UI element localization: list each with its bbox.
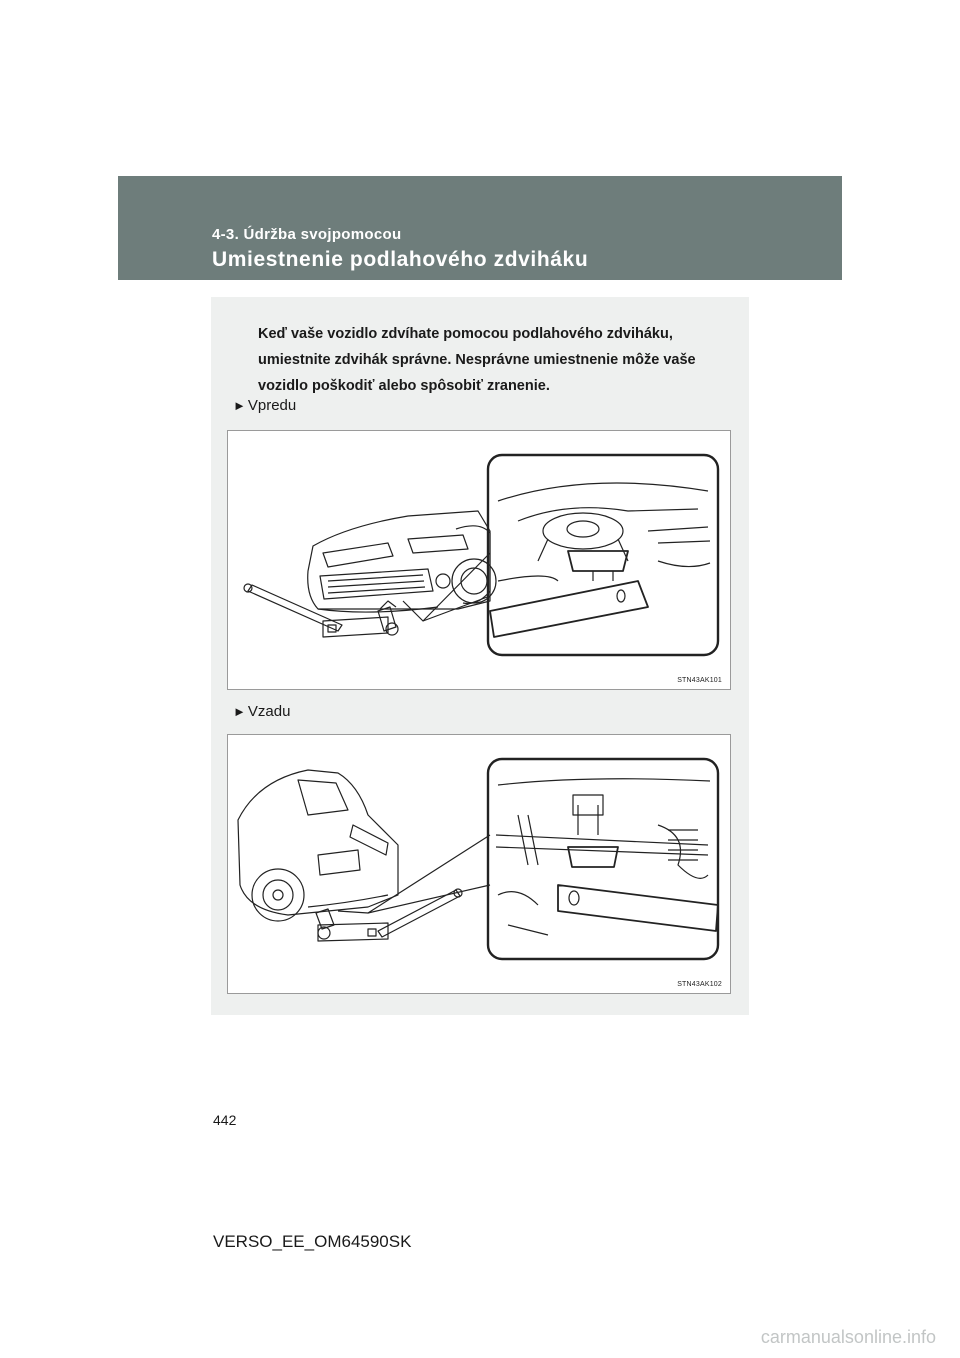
subsection-rear-label	[233, 703, 290, 720]
triangle-right-icon: ►	[233, 704, 246, 719]
figure-code: STN43AK101	[677, 677, 722, 684]
section-label: 4-3. Údržba svojpomocou	[212, 226, 402, 243]
figure-front-jack	[227, 430, 731, 690]
subsection-label: Vpredu	[247, 397, 297, 414]
rear-jack-illustration	[228, 735, 732, 995]
intro-text: Keď vaše vozidlo zdvíhate pomocou podlahového zdviháku, umiestnite zdvihák správne. Nesprávne umiestnenie môže vaše vozidlo poškodiť alebo spôsobiť zranenie.	[258, 326, 696, 394]
front-jack-illustration	[228, 431, 732, 691]
page-number: 442	[213, 1112, 237, 1128]
section-header	[118, 176, 842, 280]
figure-code: STN43AK102	[677, 981, 722, 988]
subsection-front-label	[233, 397, 296, 414]
triangle-right-icon: ►	[233, 398, 246, 413]
document-code: VERSO_EE_OM64590SK	[213, 1232, 412, 1251]
figure-rear-jack	[227, 734, 731, 994]
content-panel	[211, 297, 749, 1015]
watermark: carmanualsonline.info	[760, 1327, 936, 1347]
page-title: Umiestnenie podlahového zdviháku	[212, 248, 589, 271]
subsection-label: Vzadu	[247, 703, 291, 720]
